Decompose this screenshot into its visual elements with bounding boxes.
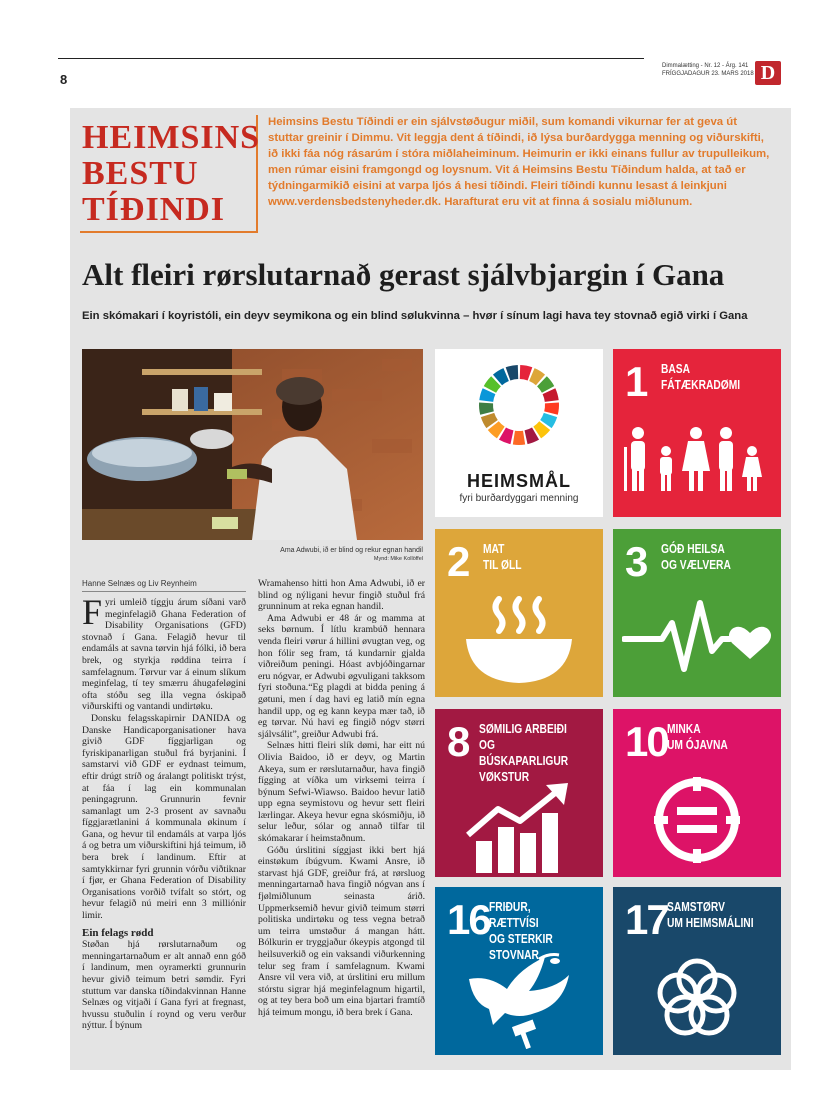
brand-line-3: TÍÐINDI (82, 191, 226, 228)
sdg-tile-label-line: OG VÆLVERA (661, 558, 731, 572)
sdg-wheel-segment (544, 403, 559, 415)
sdg-tile-number: 1 (625, 358, 647, 405)
article-column-1 (82, 592, 246, 1032)
sdg-tile-label (483, 541, 522, 573)
top-rule (58, 58, 644, 59)
sdg-tile-2 (435, 529, 603, 697)
sdg-tile-16 (435, 887, 603, 1055)
sdg-tile-label-line: UM HEIMSMÁLINI (667, 916, 754, 930)
article-photo (82, 349, 423, 540)
sdg-wheel-segment (513, 431, 525, 445)
sdg-tile-17 (613, 887, 781, 1055)
bowl-icon (464, 595, 574, 685)
sdg-tile-label-line: MINKA (667, 722, 701, 736)
equality-icon (652, 775, 742, 865)
sdg-tile-label-line: BASA (661, 362, 691, 376)
subheadline: Ein skómakari í koyristóli, ein deyv seymikona og ein blind sølukvinna – hvør í sínum lagi hava tey stovnað egið virki í Gana (82, 310, 748, 322)
newspaper-logo: D (755, 61, 781, 85)
sdg-logo-subtitle: fyri burðardyggari menning (459, 493, 579, 504)
photo-caption (200, 546, 423, 564)
masthead-date: FRÍGGJADAGUR 23. MARS 2018 (662, 71, 754, 77)
byline: Hanne Selnæs og Liv Reynheim (82, 579, 197, 588)
caption-credit: Mynd: Mike Kollöffel (373, 556, 423, 562)
caption-text: Ama Adwubi, ið er blind og rekur egnan handil (280, 547, 423, 554)
sdg-tile-number: 8 (447, 718, 469, 765)
sdg-tile-number: 2 (447, 538, 469, 585)
paragraph-3: Støðan hjá rørslutarnaðum og menningartarnaðum er alt annað enn góð í landinum, men oyramerkti grunnurin hevur givið teimum betri sømdir. Fyri stuttum var danska tíðindakvinnan Hanne Selnæs og vitjaði í Gana fyri at fregnast, hvussu stuðulin í roynd og veru verður nýttur. Í býnum (82, 939, 246, 1032)
sdg-tile-3 (613, 529, 781, 697)
sdg-tile-10 (613, 709, 781, 877)
masthead-issue: Dimmalætting - Nr. 12 - Árg. 141 (662, 63, 749, 69)
dropcap: F (82, 592, 103, 632)
sdg-tile-label-line: OG STERKIR STOVNAR (489, 932, 553, 962)
dove-icon (459, 949, 579, 1049)
paragraph-6: Selnæs hitti fleiri slík dømi, har eitt nú Olivia Baidoo, ið er deyv, og Martin Akeya, sum er rørslutarnaður, hava fingið fígging at víðka um virksemi teirra í býnum Sefwi-Wiawso. Baidoo hevur latið upp egna seymistovu og hevur sett fleiri lærlingar. Akeya hevur egna skósmiðju, ið selur leður, sólar og annað tilfar til skómakarar í heimstaðnum. (258, 740, 425, 845)
sdg-tile-label-line: VØKSTUR (479, 770, 530, 784)
brand-line-2: BESTU (82, 155, 199, 192)
sdg-tile-1 (613, 349, 781, 517)
brand-title (82, 119, 261, 228)
sdg-tile-number: 17 (625, 896, 668, 943)
paragraph-4: Wramahenso hitti hon Ama Adwubi, ið er blind og nýligani hevur fingið stuðul frá grunninum at reka egnan handil. (258, 578, 425, 613)
page-number: 8 (60, 72, 68, 87)
heartbeat-icon (622, 599, 772, 679)
sdg-tile-number: 16 (447, 896, 490, 943)
growth-chart-icon (464, 783, 574, 873)
paragraph-1 (82, 592, 246, 713)
intro-text: Heimsins Bestu Tíðindi er ein sjálvstøðugur miðil, sum komandi vikurnar fer at geva út stuttar greinir í Dimmu. Vit leggja dent á tíðindi, ið lýsa burðardygga menning og viðurskifti, ið ikki fáa nóg rásarúm í stóra miðlaheiminum. Heimurin er ikki einans fullur av trupulleikum, men rúmar eisini framgongd og loysnum. Vit á Heimsins Bestu Tíðindum halda, at tað er týdningarmikið eisini at varpa ljós á hesi tíðindi. Fleiri tíðindi kunnu lesast á leinkjuni www.verdensbedstenyheder.dk. Harafturat eru vit at finna á sosialu miðlunum. (268, 116, 770, 208)
sdg-tile-label (661, 541, 731, 573)
sdg-wheel-icon (475, 361, 563, 449)
paragraph-7: Góðu úrslitini síggjast ikki bert hjá einstøkum íbúgvum. Kwami Ansre, ið starvast hjá GDF, greiður frá, at rørsluog menningartarnað hava fingið nógvan ans í fjølmiðlunum seinasta árið. Uppmerksemið hevur givið teimum størri politiska undirtøku og tess vegna betrað um teirra umstøður á mangan hátt. Bólkurin er tryggjaður ókeypis atgongd til heilsuverkið og ein vaksandi viðurkenning telur seg fram í samfelagnum. Kwami Ansre vil vera við, at úrslitini eru millum stórstu sigrar hjá meginfelagnum higartil, og at tey bera boð um eina bjartari framtíð hjá teimum mongu, ið bera brek í Gana. (258, 844, 425, 1018)
sdg-tile-label-line: OG BÚSKAPARLIGUR (479, 738, 569, 768)
sdg-tile-8 (435, 709, 603, 877)
sdg-wheel-segment (479, 403, 494, 415)
sdg-logo-tile (435, 349, 603, 517)
sdg-tile-label (661, 361, 740, 393)
masthead (662, 62, 760, 78)
sdg-tile-label-line: SAMSTØRV (667, 900, 725, 914)
family-icon (622, 425, 772, 495)
sdg-tile-label-line: GÓÐ HEILSA (661, 542, 725, 556)
sdg-tile-label-line: MAT (483, 542, 505, 556)
paragraph-2: Donsku felagsskapirnir DANIDA og Danske Handicaporganisationer hava givið GDF fíggjarligan og fyriskipanarligan stuðul frá byrjanini. Í samstarvi við GDF er eydnast teimum, eftir drúgt stríð og áralangt politiskt trýst, at fáa í lag ein kommunalan peningagrunn. Grunnurin fevnir samanlagt um 2-3 prosent av savnaðu fíggjarætlanini á kommunala økinum í Gana, og hevur til endamáls at varpa ljós á og betra um viðurskiftini hjá teimum, ið bera brek í landinum. Eftir at samtykkirnar fyri grunnin vórðu viðtiknar í fjør, er Ghana Federation of Disability Organisations vorðið tvífalt so stórt, og hevur felagið nú meiri enn 3 milliónir limir. (82, 712, 246, 922)
sdg-tile-number: 3 (625, 538, 647, 585)
sdg-tile-label-line: UM ÓJAVNA (667, 738, 728, 752)
sdg-tile-number: 10 (625, 718, 668, 765)
sdg-tile-label (667, 899, 754, 931)
sdg-logo-title: HEIMSMÅL (467, 471, 571, 491)
sdg-tile-label (479, 721, 581, 785)
sdg-tile-label-line: FÁTÆKRADØMI (661, 378, 741, 392)
brand-line-1: HEIMSINS (82, 119, 261, 156)
paragraph-5: Ama Adwubi er 48 ár og mamma at seks børnum. Í lítlu krambúð hennara venda fleiri vørur á hillini øvugtan veg, og hon fólir seg fram, tá kundarnir gjalda viðreiðum peningi. Hóast avbjóðingarnar eru nógvar, er Adwubi øgvuligani takksom fyri stoðuna.“Eg plagdi at bidda pening á gøtuni, men í dag havi eg latið mín egna handil upp, og eg kann keypa mær tað, ið eg tørvar. Nú havi eg fingið nógv størri sjálvsálit”, greiður Adwubi frá. (258, 612, 425, 740)
article-subheading: Ein felags rødd (82, 926, 154, 939)
sdg-tile-label (667, 721, 728, 753)
sdg-tile-label-line: FRIÐUR, RÆTTVÍSI (489, 900, 539, 930)
article-column-2 (258, 578, 425, 1019)
photo-illustration (82, 349, 423, 540)
sdg-tile-label-line: TIL ØLL (483, 558, 522, 572)
sdg-tile-label-line: SØMILIG ARBEIÐI (479, 722, 567, 736)
rings-icon (647, 949, 747, 1049)
paragraph-1-text: yri umleið tíggju árum síðani varð meginfelagið Ghana Federation of Disability Organisations (GFD) stovnað í Gana. Felagið hevur til endamáls at savna tørvin hjá fólki, ið bera brek, og styrkja røddina teirra í samfelagnum. Tørvur var á einum slíkum meginfelag, tí tey smærru áhugafeløgini ofta stóðu seg illa vegna óskipað viðurskifti og vantandi undirtøku. (82, 597, 246, 713)
byline-rule (82, 591, 246, 592)
headline: Alt fleiri rørslutarnað gerast sjálvbjargin í Gana (82, 257, 725, 292)
